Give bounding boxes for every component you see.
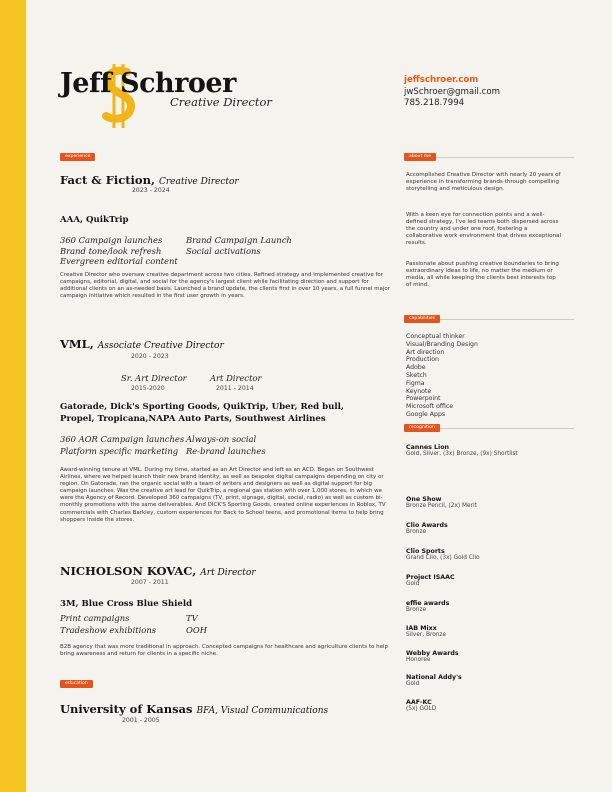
award-item: [406, 496, 477, 509]
job-vml-sub1-role: Sr. Art Director: [121, 373, 187, 383]
award-detail: Gold: [406, 581, 420, 587]
capability-item: Google Apps: [406, 410, 446, 418]
email-link[interactable]: jwSchroer@gmail.com: [404, 86, 501, 97]
education-tag: education: [60, 680, 93, 688]
website-link[interactable]: jeffschroer.com: [404, 75, 479, 85]
capability-item: Microsoft office: [406, 403, 454, 411]
job-fact-clients: AAA, QuikTrip: [60, 215, 129, 225]
education-degree: BFA, Visual Communications: [196, 706, 329, 716]
capability-item: Production: [406, 356, 439, 364]
yellow-side-stripe: [0, 0, 26, 792]
award-title: National Addy's: [406, 674, 462, 681]
job-vml-sub2-role: Art Director: [210, 373, 262, 383]
education-years: 2001 - 2005: [122, 717, 160, 724]
capability-item: Adobe: [406, 364, 426, 372]
award-detail: Bronze: [406, 529, 427, 535]
capability-item: Visual/Branding Design: [406, 340, 478, 348]
award-title: Clio Sports: [406, 548, 445, 555]
about-p1: Accomplished Creative Director with nearly 20 years of experience in transforming brands through compelling storytelling and meticulous design.: [406, 172, 561, 193]
list-item: 360 Campaign launches: [60, 235, 163, 245]
job-vml-sub2-years: 2011 - 2014: [216, 385, 254, 392]
list-item: Brand Campaign Launch: [186, 235, 292, 245]
award-item: [406, 650, 459, 663]
list-item: Tradeshow exhibitions: [60, 625, 157, 635]
job-fact-role: Creative Director: [158, 177, 239, 187]
job-nk-description: B2B agency that was more traditional in approach. Concepted campaigns for healthcare and agriculture clients to help bring awareness and return for clients in a specific niche.: [60, 644, 389, 658]
award-detail: Gold: [406, 681, 420, 687]
award-item: [406, 548, 480, 561]
job-nk-clients: 3M, Blue Cross Blue Shield: [60, 599, 193, 609]
job-nk-company: NICHOLSON KOVAC,: [60, 564, 197, 578]
list-item: Brand tone/look refresh: [60, 245, 162, 256]
award-detail: Honoree: [406, 657, 431, 663]
job-fact-description: Creative Director who oversaw creative department across two cities. Refined strategy and implemented creative for campaigns, editorial, digital, and social for the agency's largest client while facilitating direction and support for additional clients on an as-needed basis. Launched a brand update, the clients first in over 10 years, a full funnel major campaign initiative which resulted in the first user growth in years.: [60, 272, 390, 300]
job-fact-list-2: [186, 235, 292, 256]
award-title: effie awards: [406, 600, 450, 607]
capability-item: Keynote: [406, 387, 432, 395]
job-vml-list-1: [60, 434, 184, 457]
award-title: Project ISAAC: [406, 574, 455, 581]
list-item: Re-brand launches: [186, 445, 266, 456]
job-nk-list-2: [186, 612, 207, 636]
award-detail: Grand Clio, (3x) Gold Clio: [406, 555, 480, 561]
award-item: [406, 699, 436, 712]
job-fact-company: Fact & Fiction,: [60, 173, 155, 187]
award-item: [406, 625, 446, 638]
list-item: Platform specific marketing: [60, 445, 179, 456]
list-item: Print campaigns: [60, 613, 130, 623]
list-item: TV: [186, 613, 198, 623]
resume-name: Jeff Schroer: [60, 68, 236, 99]
about-p3: Passionate about pushing creative boundaries to bring extraordinary ideas to life, no matter the medium or media, all while keeping the clients best interests top of mind.: [406, 261, 559, 289]
award-detail: Gold, Silver, (3x) Bronze, (9x) Shortlist: [406, 451, 518, 457]
capabilities-tag: capabilities: [404, 315, 440, 323]
job-vml-sub1-years: 2015-2020: [131, 385, 165, 392]
award-item: [406, 574, 455, 587]
list-item: Evergreen editorial content: [60, 256, 178, 266]
award-item: [406, 600, 449, 613]
capability-item: Conceptual thinker: [406, 333, 465, 340]
education-school: University of Kansas: [60, 702, 193, 716]
award-detail: Bronze: [406, 607, 427, 613]
award-title: IAB Mixx: [406, 625, 437, 632]
award-item: [406, 522, 448, 535]
job-nk-heading: [60, 564, 256, 578]
capability-item: Art direction: [406, 348, 445, 356]
award-item: [406, 674, 462, 687]
education-heading: [60, 702, 328, 716]
list-item: Always-on social: [186, 434, 257, 444]
job-nk-years: 2007 - 2011: [131, 579, 169, 586]
capabilities-list: [406, 333, 478, 419]
job-vml-heading: [60, 337, 224, 351]
job-vml-description: Award-winning tenure at VML. During my time, started as an Art Director and left as an ACD. Began on Southwest Airlines, where we helped launch their new brand identity, as well as bespoke digital campaigns depending on city or region. On Gatorade, ran the organic social with a team of writers and designers as well as digital support for big campaign launches. Was the creative art lead for QuikTrip, a regional gas station with over 1,000 stores, in which we were the Agency of Record. Developed 360 campaigns (TV, print, signage, digital, social, radio) as well as custom bi-monthly promotions with the same deliverables. And DICK'S Sporting Goods, created online experiences in Roblox, TV commercials with Charles Barkley, custom experiences for Back to School teens, and promotional items to help bring shoppers inside the stores.: [60, 467, 386, 523]
job-vml-clients: Gatorade, Dick's Sporting Goods, QuikTrip, Uber, Red bull, Propel, Tropicana,NAPA Auto Parts, Southwest Airlines: [60, 402, 344, 424]
job-nk-role: Art Director: [200, 568, 256, 578]
award-title: Webby Awards: [406, 650, 459, 657]
award-title: Cannes Lion: [406, 444, 450, 451]
capability-item: Sketch: [406, 371, 427, 379]
award-title: Clio Awards: [406, 522, 448, 529]
job-vml-company: VML,: [60, 337, 94, 351]
award-item: [406, 444, 518, 457]
job-vml-list-2: [186, 434, 266, 457]
capability-item: Powerpoint: [406, 395, 441, 403]
resume-subtitle: Creative Director: [170, 95, 272, 109]
about-tag: about me: [404, 153, 436, 161]
award-detail: Silver, Bronze: [406, 632, 447, 638]
capability-item: Figma: [406, 379, 425, 387]
award-detail: (5x) GOLD: [406, 706, 437, 712]
job-fact-years: 2023 - 2024: [132, 187, 170, 194]
recognition-tag: recognition: [404, 424, 440, 432]
job-vml-role: Associate Creative Director: [97, 341, 224, 351]
list-item: OOH: [186, 625, 208, 635]
job-fact-list-1: [60, 235, 178, 267]
list-item: 360 AOR Campaign launches: [60, 434, 185, 444]
about-p2: With a keen eye for connection points and a well-defined strategy, I've led teams both dispersed across the country and under one roof, fostering a collaborative work environment that drives exceptional results.: [406, 212, 562, 247]
award-title: AAF-KC: [406, 699, 432, 706]
award-detail: Bronze Pencil, (2x) Merit: [406, 503, 477, 509]
experience-tag: experience: [60, 153, 95, 161]
job-vml-years: 2020 - 2023: [131, 353, 169, 360]
list-item: Social activations: [186, 245, 261, 256]
phone-text: 785.218.7994: [404, 98, 465, 108]
job-nk-list-1: [60, 612, 156, 636]
contact-block: [404, 75, 500, 110]
award-title: One Show: [406, 496, 442, 503]
job-fact-heading: [60, 173, 239, 187]
